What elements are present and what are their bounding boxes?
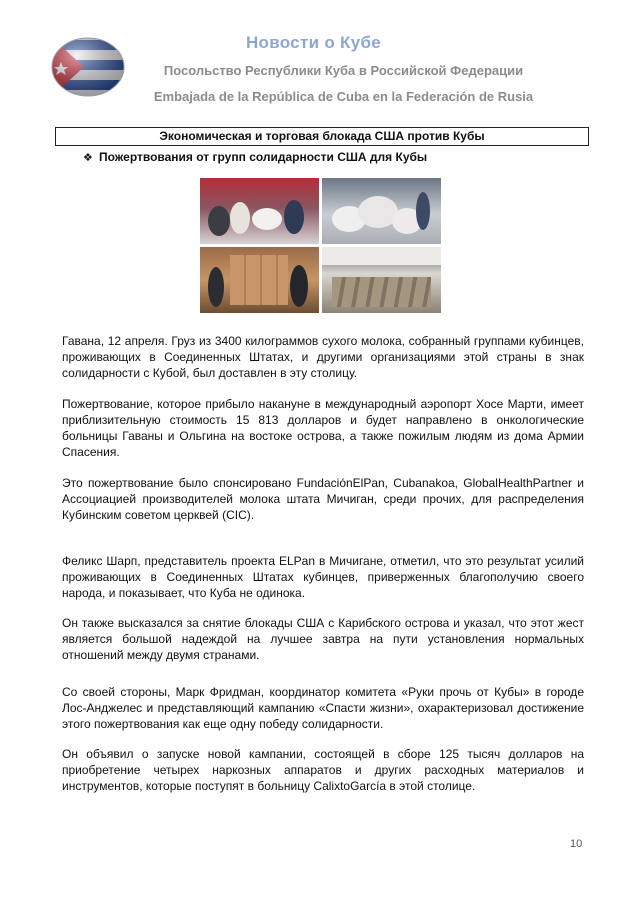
paragraph-1: Гавана, 12 апреля. Груз из 3400 килограммов сухого молока, собранный группами кубинцев, проживающих в Соединенных Штатах, и другими организациями этой страны в знак солидарности с Кубой, был доставлен в эту столицу. (62, 334, 584, 380)
page-header (0, 0, 627, 120)
photo-milk-sacks (322, 178, 441, 244)
paragraph-5: Он также высказался за снятие блокады США с Карибского острова и указал, что этот жест является большой надеждой на лучшее завтра на пути установления нормальных отношений между двумя странами. (62, 616, 584, 662)
section-title: Экономическая и торговая блокада США против Кубы (55, 127, 589, 146)
page-number: 10 (570, 838, 583, 850)
embassy-name-es: Embajada de la República de Cuba en la Federación de Rusia (153, 89, 534, 104)
embassy-name-ru: Посольство Республики Куба в Российской Федерации (163, 63, 524, 78)
photo-collage (200, 178, 443, 314)
paragraph-4: Феликс Шарп, представитель проекта ELPan в Мичигане, отметил, что это результат усилий проживающих в Соединенных Штатах кубинцев, приверженных благополучию своего народа, и показывает, что Куба не одинока. (62, 554, 584, 600)
paragraph-2: Пожертвование, которое прибыло накануне в международный аэропорт Хосе Марти, имеет приблизительную стоимость 15 813 долларов и будет направлено в онкологические больницы Гаваны и Ольгина на востоке острова, а также пожилым людям из дома Армии Спасения. (62, 397, 584, 459)
photo-cargo-boxes (200, 247, 319, 313)
diamond-bullet-icon: ❖ (83, 152, 93, 164)
paragraph-7: Он объявил о запуске новой кампании, состоящей в сборе 125 тысяч долларов на приобретение четырех наркозных аппаратов и других расходных материалов и инструментов, которые поступят в больницу CalixtoGarcía в этой столице. (62, 747, 584, 793)
paragraph-6: Со своей стороны, Марк Фридман, координатор комитета «Руки прочь от Кубы» в городе Лос-Анджелес и представляющий кампанию «Спасти жизни», охарактеризовал достижение этого пожертвования как еще одну победу солидарности. (62, 685, 584, 731)
article-subheading (83, 150, 427, 164)
subheading-text: Пожертвования от групп солидарности США для Кубы (99, 150, 428, 164)
paragraph-3: Это пожертвование было спонсировано FundaciónElPan, Cubanakoa, GlobalHealthPartner и Ассоциацией производителей молока штата Мичиган, среди прочих, для распределения Кубинским советом церквей (CIC). (62, 476, 584, 522)
photo-volunteers-group (200, 178, 319, 244)
newsletter-title: Новости о Кубе (245, 33, 382, 52)
photo-aircraft-cabin (322, 247, 441, 313)
